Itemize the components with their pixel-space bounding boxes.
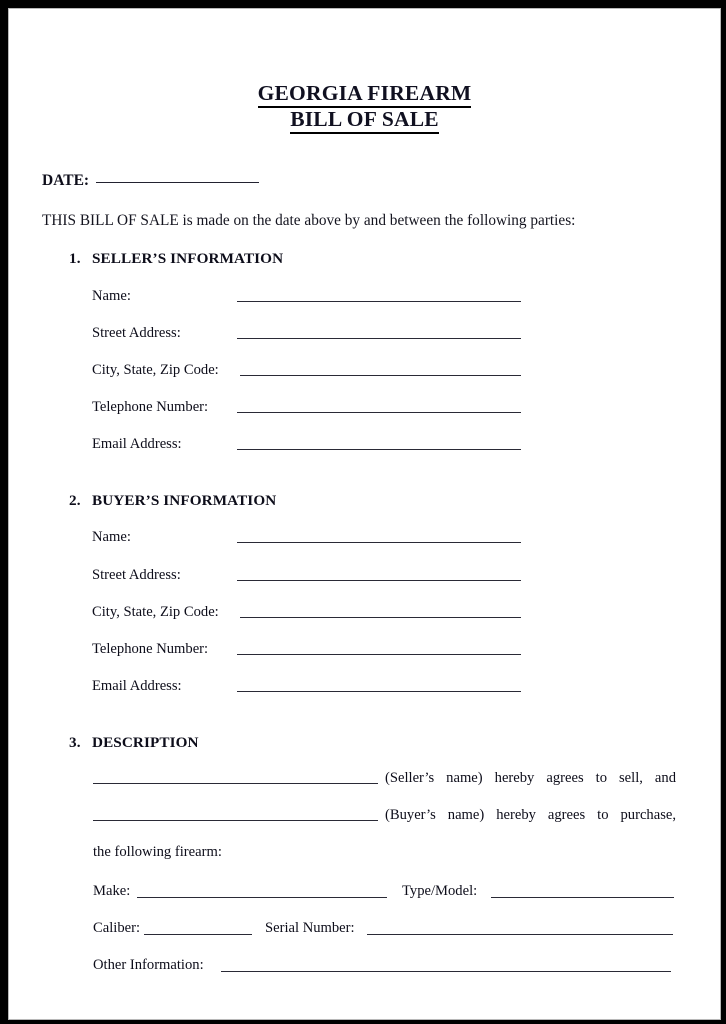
make-type-row bbox=[93, 883, 693, 903]
date-label: DATE: bbox=[42, 172, 90, 189]
buyer-city-input[interactable] bbox=[240, 604, 521, 618]
caliber-serial-row bbox=[93, 920, 693, 940]
buyer-city-label: City, State, Zip Code: bbox=[92, 604, 219, 620]
section-title-2: BUYER’S INFORMATION bbox=[92, 492, 277, 509]
buyer-phone-input[interactable] bbox=[237, 641, 521, 655]
buyer-email-label: Email Address: bbox=[92, 678, 182, 694]
section-heading-buyer bbox=[69, 492, 276, 510]
caliber-label: Caliber: bbox=[93, 920, 141, 936]
following-firearm-text: the following firearm: bbox=[93, 844, 222, 860]
serial-number-input[interactable] bbox=[367, 920, 673, 935]
other-information-label: Other Information: bbox=[93, 957, 204, 973]
seller-phone-label: Telephone Number: bbox=[92, 399, 209, 415]
buyer-name-label: Name: bbox=[92, 529, 131, 545]
type-model-label: Type/Model: bbox=[402, 883, 478, 899]
section-title-1: SELLER’S INFORMATION bbox=[92, 250, 284, 267]
buyer-email-row bbox=[92, 678, 182, 698]
section-heading-description bbox=[69, 734, 199, 752]
seller-street-label: Street Address: bbox=[92, 325, 181, 341]
title-line-2-text: BILL OF SALE bbox=[290, 107, 439, 134]
buyer-clause-text: (Buyer’s name) hereby agrees to purchase, bbox=[385, 807, 676, 823]
other-information-input[interactable] bbox=[221, 957, 671, 972]
seller-email-input[interactable] bbox=[237, 436, 521, 450]
buyer-email-input[interactable] bbox=[237, 678, 521, 692]
make-label: Make: bbox=[93, 883, 131, 899]
seller-name-row bbox=[92, 288, 131, 308]
section-heading-seller bbox=[69, 250, 283, 268]
serial-number-label: Serial Number: bbox=[265, 920, 355, 936]
buyer-city-row bbox=[92, 604, 219, 624]
seller-city-input[interactable] bbox=[240, 362, 521, 376]
type-model-input[interactable] bbox=[491, 883, 674, 898]
seller-city-label: City, State, Zip Code: bbox=[92, 362, 219, 378]
make-input[interactable] bbox=[137, 883, 387, 898]
seller-name-blank[interactable] bbox=[93, 783, 378, 784]
buyer-name-blank[interactable] bbox=[93, 820, 378, 821]
seller-name-input[interactable] bbox=[237, 288, 521, 302]
date-blank-line[interactable] bbox=[96, 182, 259, 183]
date-row bbox=[42, 172, 259, 190]
seller-phone-input[interactable] bbox=[237, 399, 521, 413]
seller-email-row bbox=[92, 436, 182, 456]
title-line-2 bbox=[9, 106, 720, 132]
title-line-1-text: GEORGIA FIREARM bbox=[258, 81, 472, 108]
seller-phone-row bbox=[92, 399, 208, 419]
title-line-1 bbox=[9, 80, 720, 106]
section-number-1: 1. bbox=[69, 250, 81, 267]
caliber-input[interactable] bbox=[144, 920, 252, 935]
seller-street-row bbox=[92, 325, 181, 345]
document-page bbox=[8, 8, 721, 1020]
section-number-2: 2. bbox=[69, 492, 81, 509]
section-number-3: 3. bbox=[69, 734, 81, 751]
buyer-street-row bbox=[92, 567, 181, 587]
other-information-row bbox=[93, 957, 693, 977]
intro-paragraph: THIS BILL OF SALE is made on the date above by and between the following parties: bbox=[42, 212, 576, 229]
section-title-3: DESCRIPTION bbox=[92, 734, 199, 751]
seller-clause-text: (Seller’s name) hereby agrees to sell, and bbox=[385, 770, 676, 786]
buyer-street-label: Street Address: bbox=[92, 567, 181, 583]
seller-name-label: Name: bbox=[92, 288, 131, 304]
seller-city-row bbox=[92, 362, 219, 382]
seller-email-label: Email Address: bbox=[92, 436, 182, 452]
buyer-phone-row bbox=[92, 641, 208, 661]
seller-street-input[interactable] bbox=[237, 325, 521, 339]
buyer-name-row bbox=[92, 529, 131, 549]
document-title bbox=[9, 80, 720, 132]
buyer-name-input[interactable] bbox=[237, 529, 521, 543]
buyer-street-input[interactable] bbox=[237, 567, 521, 581]
buyer-phone-label: Telephone Number: bbox=[92, 641, 209, 657]
document-body bbox=[9, 9, 720, 1019]
